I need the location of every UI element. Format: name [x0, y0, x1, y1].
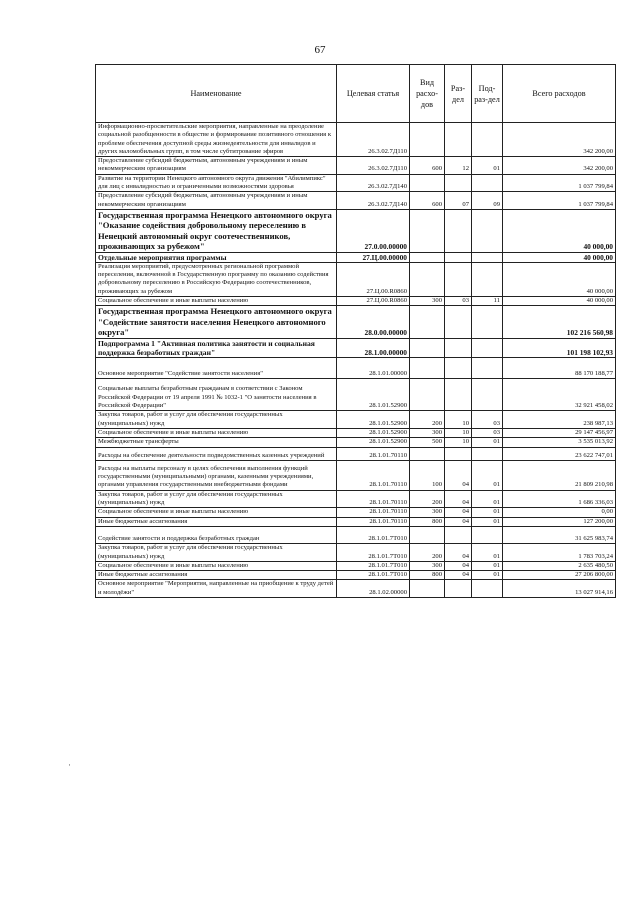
cell-razdel: 10 — [445, 411, 472, 429]
cell-name: Социальное обеспечение и иные выплаты населению — [96, 297, 337, 306]
cell-razdel: 10 — [445, 428, 472, 437]
cell-vid: 300 — [410, 428, 445, 437]
cell-podrazdel: 01 — [472, 544, 503, 562]
table-row — [96, 262, 616, 296]
cell-podrazdel: 01 — [472, 157, 503, 175]
cell-name: Социальные выплаты безработным гражданам в соответствии с Законом Российской Федерации от 19 апреля 1991 № 1032-1 "О занятости населения в Российской Федерации" — [96, 379, 337, 411]
cell-total: 40 000,00 — [503, 297, 616, 306]
cell-total: 40 000,00 — [503, 252, 616, 262]
cell-code: 27.0.00.00000 — [337, 209, 410, 252]
cell-total: 101 198 102,93 — [503, 338, 616, 358]
cell-vid — [410, 580, 445, 598]
cell-code: 28.1.01.52900 — [337, 428, 410, 437]
cell-razdel — [445, 123, 472, 157]
cell-name: Развитие на территории Ненецкого автономного округа движения "Абилимпикс" для лиц с инвалидностью и ограниченными возможностями здоровья — [96, 174, 337, 192]
cell-vid: 300 — [410, 508, 445, 517]
cell-code: 26.3.02.7Д110 — [337, 123, 410, 157]
cell-total: 3 535 013,92 — [503, 438, 616, 447]
cell-razdel: 10 — [445, 438, 472, 447]
cell-podrazdel: 01 — [472, 571, 503, 580]
cell-vid: 300 — [410, 297, 445, 306]
cell-total: 40 000,00 — [503, 209, 616, 252]
cell-code: 26.3.02.7Д110 — [337, 157, 410, 175]
cell-vid — [410, 209, 445, 252]
cell-code: 28.1.01.7Т010 — [337, 571, 410, 580]
cell-code: 28.1.01.70110 — [337, 460, 410, 490]
cell-name: Социальное обеспечение и иные выплаты населению — [96, 428, 337, 437]
page-number: 67 — [314, 44, 326, 56]
cell-code: 28.1.01.52900 — [337, 411, 410, 429]
cell-total: 102 216 560,98 — [503, 306, 616, 338]
header-code: Целевая статья — [337, 65, 410, 123]
cell-razdel — [445, 252, 472, 262]
table-row — [96, 379, 616, 411]
cell-razdel — [445, 526, 472, 543]
cell-name: Содействие занятости и поддержка безработных граждан — [96, 526, 337, 543]
cell-name: Закупка товаров, работ и услуг для обеспечения государственных (муниципальных) нужд — [96, 544, 337, 562]
table-row — [96, 358, 616, 379]
cell-podrazdel — [472, 526, 503, 543]
cell-vid — [410, 262, 445, 296]
table-row — [96, 580, 616, 598]
table-row — [96, 447, 616, 460]
cell-name: Социальное обеспечение и иные выплаты населению — [96, 508, 337, 517]
cell-vid — [410, 447, 445, 460]
cell-razdel: 04 — [445, 460, 472, 490]
cell-vid: 600 — [410, 192, 445, 210]
table-header-row — [96, 65, 616, 123]
cell-razdel: 04 — [445, 544, 472, 562]
cell-code: 28.1.01.70110 — [337, 490, 410, 508]
cell-vid — [410, 358, 445, 379]
cell-total: 40 000,00 — [503, 262, 616, 296]
header-podrazdel: Под-раз-дел — [472, 65, 503, 123]
cell-vid: 500 — [410, 438, 445, 447]
table-body — [96, 123, 616, 598]
cell-code: 28.1.01.7Т010 — [337, 544, 410, 562]
cell-razdel — [445, 580, 472, 598]
cell-podrazdel — [472, 338, 503, 358]
cell-vid — [410, 379, 445, 411]
cell-code: 28.1.00.00000 — [337, 338, 410, 358]
cell-code: 28.0.00.00000 — [337, 306, 410, 338]
cell-code: 28.1.01.52900 — [337, 379, 410, 411]
cell-vid: 800 — [410, 571, 445, 580]
cell-razdel — [445, 262, 472, 296]
cell-code: 28.1.01.00000 — [337, 358, 410, 379]
cell-podrazdel: 01 — [472, 561, 503, 570]
cell-name: Закупка товаров, работ и услуг для обеспечения государственных (муниципальных) нужд — [96, 490, 337, 508]
cell-name: Расходы на выплаты персоналу в целях обеспечения выполнения функций государственными (муниципальными) органами, казенными учреждениями, органами управления государственными внебюджетными фондами — [96, 460, 337, 490]
cell-razdel: 04 — [445, 561, 472, 570]
table-row — [96, 157, 616, 175]
cell-podrazdel — [472, 580, 503, 598]
cell-name: Социальное обеспечение и иные выплаты населению — [96, 561, 337, 570]
table-row — [96, 209, 616, 252]
table-row — [96, 508, 616, 517]
cell-podrazdel: 01 — [472, 460, 503, 490]
cell-podrazdel — [472, 252, 503, 262]
cell-name: Закупка товаров, работ и услуг для обеспечения государственных (муниципальных) нужд — [96, 411, 337, 429]
cell-vid — [410, 526, 445, 543]
cell-total: 2 635 480,50 — [503, 561, 616, 570]
cell-vid: 200 — [410, 544, 445, 562]
header-razdel: Раз-дел — [445, 65, 472, 123]
cell-code: 27.Ц.00.R0860 — [337, 297, 410, 306]
cell-podrazdel: 09 — [472, 192, 503, 210]
cell-code: 28.1.01.70110 — [337, 517, 410, 526]
cell-vid — [410, 252, 445, 262]
cell-podrazdel: 01 — [472, 438, 503, 447]
cell-vid — [410, 338, 445, 358]
cell-razdel — [445, 447, 472, 460]
cell-total: 127 200,00 — [503, 517, 616, 526]
cell-code: 28.1.01.52900 — [337, 438, 410, 447]
cell-total: 88 170 188,77 — [503, 358, 616, 379]
table-row — [96, 123, 616, 157]
table-row — [96, 338, 616, 358]
cell-code: 26.3.02.7Д140 — [337, 174, 410, 192]
cell-total: 238 987,13 — [503, 411, 616, 429]
cell-name: Реализация мероприятий, предусмотренных региональной программой переселения, включенной в Государственную программу по оказанию содействия добровольному переселению в Российскую Федерацию соотечественников, проживающих за рубежом — [96, 262, 337, 296]
cell-podrazdel: 03 — [472, 411, 503, 429]
cell-vid: 200 — [410, 411, 445, 429]
cell-podrazdel — [472, 262, 503, 296]
cell-total: 13 027 914,16 — [503, 580, 616, 598]
cell-podrazdel: 01 — [472, 490, 503, 508]
table-row — [96, 544, 616, 562]
cell-code: 28.1.01.7Т010 — [337, 561, 410, 570]
cell-vid — [410, 306, 445, 338]
cell-total: 27 206 800,00 — [503, 571, 616, 580]
cell-razdel — [445, 174, 472, 192]
cell-total: 21 809 210,98 — [503, 460, 616, 490]
cell-name: Межбюджетные трансферты — [96, 438, 337, 447]
cell-razdel: 04 — [445, 508, 472, 517]
cell-razdel: 04 — [445, 517, 472, 526]
cell-vid: 600 — [410, 157, 445, 175]
cell-razdel: 07 — [445, 192, 472, 210]
table-row — [96, 252, 616, 262]
cell-total: 342 200,00 — [503, 123, 616, 157]
cell-code: 28.1.01.7Т010 — [337, 526, 410, 543]
header-total: Всего расходов — [503, 65, 616, 123]
cell-podrazdel: 01 — [472, 517, 503, 526]
cell-name: Предоставление субсидий бюджетным, автономным учреждениям и иным некоммерческим организациям — [96, 192, 337, 210]
cell-total: 1 037 799,84 — [503, 174, 616, 192]
table-row — [96, 561, 616, 570]
table-row — [96, 306, 616, 338]
cell-total: 29 147 456,97 — [503, 428, 616, 437]
cell-name: Подпрограмма 1 "Активная политика занятости и социальная поддержка безработных граждан" — [96, 338, 337, 358]
cell-total: 31 625 983,74 — [503, 526, 616, 543]
cell-vid: 300 — [410, 561, 445, 570]
cell-name: Иные бюджетные ассигнования — [96, 517, 337, 526]
cell-code: 27.Ц.00.00000 — [337, 252, 410, 262]
cell-total: 23 622 747,01 — [503, 447, 616, 460]
cell-razdel — [445, 338, 472, 358]
table-row — [96, 297, 616, 306]
table-row — [96, 490, 616, 508]
table-row — [96, 174, 616, 192]
cell-total: 1 037 799,84 — [503, 192, 616, 210]
cell-name: Отдельные мероприятия программы — [96, 252, 337, 262]
cell-total: 342 200,00 — [503, 157, 616, 175]
cell-name: Иные бюджетные ассигнования — [96, 571, 337, 580]
cell-code: 27.Ц.00.R0860 — [337, 262, 410, 296]
cell-razdel — [445, 379, 472, 411]
cell-name: Предоставление субсидий бюджетным, автономным учреждениям и иным некоммерческим организациям — [96, 157, 337, 175]
cell-vid — [410, 174, 445, 192]
cell-name: Расходы на обеспечение деятельности подведомственных казенных учреждений — [96, 447, 337, 460]
cell-name: Основное мероприятие "Мероприятия, направленные на приобщение к труду детей и молодёжи" — [96, 580, 337, 598]
table-row — [96, 428, 616, 437]
cell-total: 0,00 — [503, 508, 616, 517]
table-row — [96, 571, 616, 580]
cell-vid: 800 — [410, 517, 445, 526]
cell-podrazdel — [472, 209, 503, 252]
cell-total: 32 921 458,02 — [503, 379, 616, 411]
table-row — [96, 526, 616, 543]
cell-name: Информационно-просветительские мероприятия, направленные на преодоление социальной разобщенности в обществе и формирование позитивного отношения к проблеме обеспечения доступной среды жизнедеятельности для инвалидов и других маломобильных групп, в том числе субтитрование эфиров — [96, 123, 337, 157]
cell-razdel — [445, 306, 472, 338]
margin-mark: · — [68, 760, 71, 770]
cell-podrazdel: 01 — [472, 508, 503, 517]
budget-table — [95, 64, 616, 598]
table-row — [96, 517, 616, 526]
cell-razdel: 03 — [445, 297, 472, 306]
table-row — [96, 460, 616, 490]
cell-code: 26.3.02.7Д140 — [337, 192, 410, 210]
cell-vid — [410, 123, 445, 157]
cell-code: 28.1.02.00000 — [337, 580, 410, 598]
cell-name: Государственная программа Ненецкого автономного округа "Оказание содействия добровольному переселению в Ненецкий автономный округ соотечественников, проживающих за рубежом" — [96, 209, 337, 252]
cell-code: 28.1.01.70110 — [337, 508, 410, 517]
cell-podrazdel — [472, 358, 503, 379]
cell-total: 1 783 703,24 — [503, 544, 616, 562]
cell-podrazdel: 03 — [472, 428, 503, 437]
header-name: Наименование — [96, 65, 337, 123]
header-vid: Вид расхо-дов — [410, 65, 445, 123]
cell-razdel: 12 — [445, 157, 472, 175]
cell-razdel: 04 — [445, 490, 472, 508]
cell-name: Государственная программа Ненецкого автономного округа "Содействие занятости населения Ненецкого автономного округа" — [96, 306, 337, 338]
table-row — [96, 411, 616, 429]
cell-razdel — [445, 209, 472, 252]
cell-total: 1 686 336,03 — [503, 490, 616, 508]
cell-vid: 200 — [410, 490, 445, 508]
cell-podrazdel — [472, 447, 503, 460]
cell-vid: 100 — [410, 460, 445, 490]
cell-podrazdel: 11 — [472, 297, 503, 306]
table-row — [96, 438, 616, 447]
cell-podrazdel — [472, 306, 503, 338]
cell-name: Основное мероприятие "Содействие занятости населения" — [96, 358, 337, 379]
cell-podrazdel — [472, 174, 503, 192]
table-row — [96, 192, 616, 210]
cell-code: 28.1.01.70110 — [337, 447, 410, 460]
cell-podrazdel — [472, 379, 503, 411]
cell-podrazdel — [472, 123, 503, 157]
cell-razdel — [445, 358, 472, 379]
cell-razdel: 04 — [445, 571, 472, 580]
